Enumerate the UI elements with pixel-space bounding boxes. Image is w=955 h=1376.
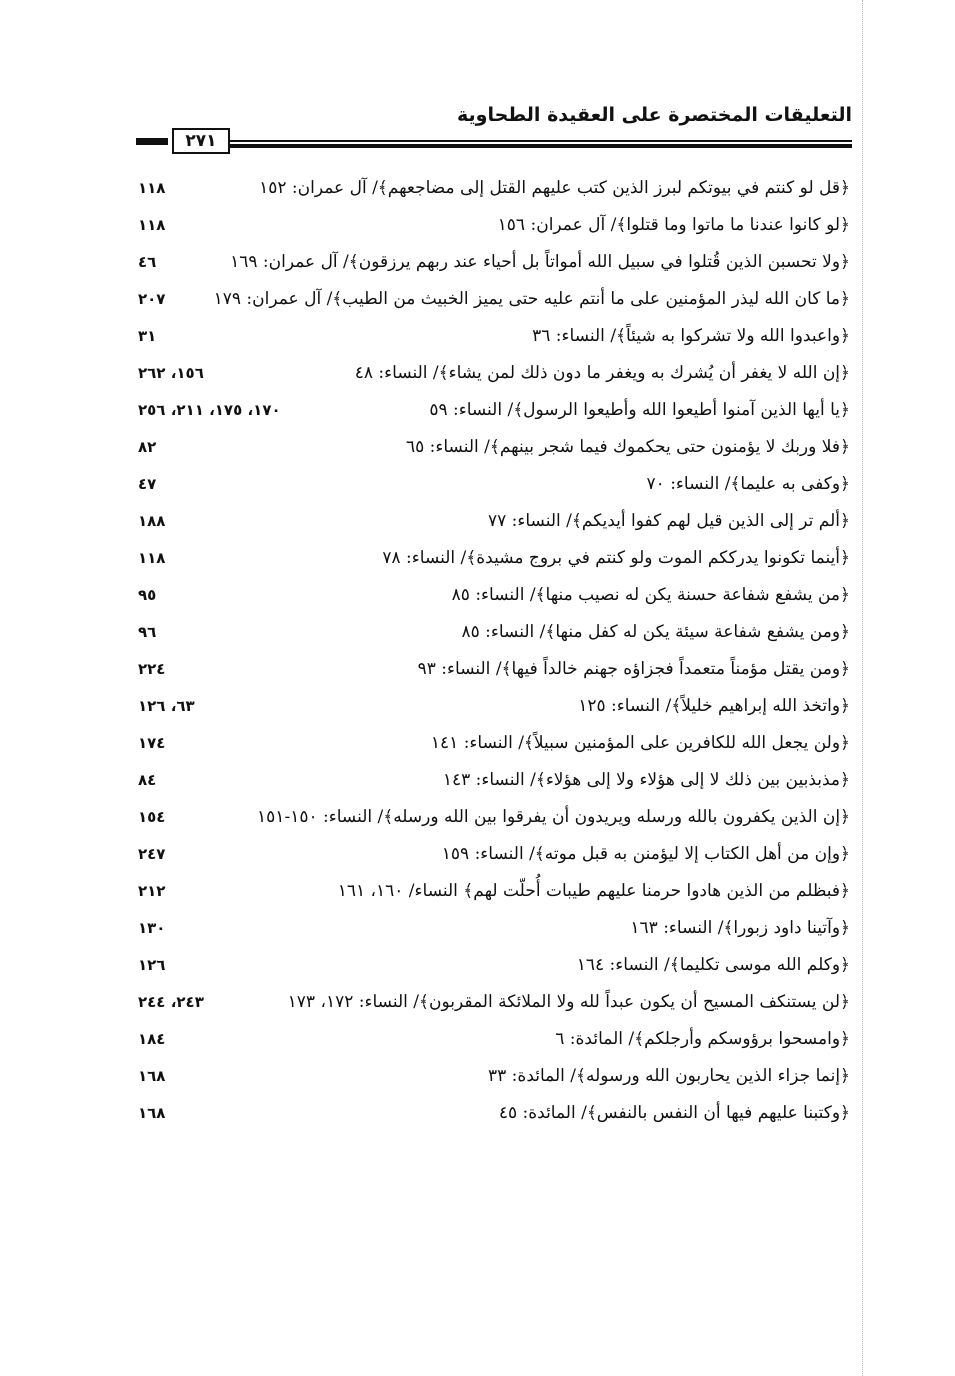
index-entry (138, 614, 850, 651)
page-number: ٢٧١ (172, 128, 230, 154)
verse-reference: ﴿فبظلم من الذين هادوا حرمنا عليهم طيبات أُحلّت لهم﴾ النساء/ ١٦٠، ١٦١ (337, 881, 850, 901)
verse-reference: ﴿وآتينا داود زبورا﴾/ النساء: ١٦٣ (630, 918, 850, 938)
index-entry (138, 318, 850, 355)
page-references: ٩٥ (138, 586, 157, 604)
index-entry (138, 503, 850, 540)
verse-reference: ﴿ولا تحسبن الذين قُتلوا في سبيل الله أمواتاً بل أحياء عند ربهم يرزقون﴾/ آل عمران: ١٦٩ (230, 252, 850, 272)
index-entry (138, 910, 850, 947)
verse-reference: ﴿فلا وربك لا يؤمنون حتى يحكموك فيما شجر بينهم﴾/ النساء: ٦٥ (405, 437, 850, 457)
index-entry (138, 762, 850, 799)
page-references: ٢١٢ (138, 882, 166, 900)
index-entry (138, 1095, 850, 1132)
page-references: ١٥٦، ٢٦٢ (138, 364, 204, 382)
page-references: ١٨٨ (138, 512, 166, 530)
index-entry (138, 725, 850, 762)
index-entry (138, 688, 850, 725)
index-entry (138, 651, 850, 688)
book-title: التعليقات المختصرة على العقيدة الطحاوية (457, 104, 852, 126)
page-references: ١٥٤ (138, 808, 166, 826)
page-references: ١٧٤ (138, 734, 166, 752)
verse-index-list (138, 170, 850, 1132)
header-rule (230, 140, 852, 142)
verse-reference: ﴿لن يستنكف المسيح أن يكون عبداً لله ولا الملائكة المقربون﴾/ النساء: ١٧٢، ١٧٣ (287, 992, 850, 1012)
verse-reference: ﴿لو كانوا عندنا ما ماتوا وما قتلوا﴾/ آل عمران: ١٥٦ (497, 215, 850, 235)
index-entry (138, 873, 850, 910)
header-rule-thick (230, 144, 852, 148)
page-references: ٦٣، ١٢٦ (138, 697, 195, 715)
verse-reference: ﴿ومن يقتل مؤمناً متعمداً فجزاؤه جهنم خالداً فيها﴾/ النساء: ٩٣ (417, 659, 850, 679)
index-entry (138, 799, 850, 836)
index-entry (138, 281, 850, 318)
verse-reference: ﴿إن الذين يكفرون بالله ورسله ويريدون أن يفرقوا بين الله ورسله﴾/ النساء: ١٥٠-١٥١ (257, 807, 850, 827)
index-entry (138, 429, 850, 466)
page-references: ٢٤٧ (138, 845, 166, 863)
index-entry (138, 836, 850, 873)
verse-reference: ﴿وامسحوا برؤوسكم وأرجلكم﴾/ المائدة: ٦ (555, 1029, 850, 1049)
page-header (130, 100, 852, 152)
index-entry (138, 170, 850, 207)
verse-reference: ﴿قل لو كنتم في بيوتكم لبرز الذين كتب عليهم القتل إلى مضاجعهم﴾/ آل عمران: ١٥٢ (259, 178, 850, 198)
page-references: ١١٨ (138, 179, 166, 197)
index-entry (138, 984, 850, 1021)
index-entry (138, 540, 850, 577)
page-references: ٨٢ (138, 438, 157, 456)
verse-reference: ﴿وكتبنا عليهم فيها أن النفس بالنفس﴾/ المائدة: ٤٥ (498, 1103, 850, 1123)
page-references: ١٦٨ (138, 1067, 166, 1085)
verse-reference: ﴿ومن يشفع شفاعة سيئة يكن له كفل منها﴾/ النساء: ٨٥ (461, 622, 850, 642)
page-references: ٢٠٧ (138, 290, 166, 308)
index-entry (138, 466, 850, 503)
verse-reference: ﴿مذبذبين بين ذلك لا إلى هؤلاء ولا إلى هؤلاء﴾/ النساء: ١٤٣ (442, 770, 850, 790)
verse-reference: ﴿واعبدوا الله ولا تشركوا به شيئاً﴾/ النساء: ٣٦ (532, 326, 850, 346)
index-entry (138, 1021, 850, 1058)
page-references: ٤٦ (138, 253, 157, 271)
page-references: ١٣٠ (138, 919, 166, 937)
index-entry (138, 577, 850, 614)
verse-reference: ﴿ألم تر إلى الذين قيل لهم كفوا أيديكم﴾/ النساء: ٧٧ (487, 511, 850, 531)
verse-reference: ﴿واتخذ الله إبراهيم خليلاً﴾/ النساء: ١٢٥ (578, 696, 850, 716)
verse-reference: ﴿وإن من أهل الكتاب إلا ليؤمنن به قبل موته﴾/ النساء: ١٥٩ (441, 844, 850, 864)
page-references: ١٦٨ (138, 1104, 166, 1122)
index-entry (138, 355, 850, 392)
page-references: ١١٨ (138, 549, 166, 567)
verse-reference: ﴿من يشفع شفاعة حسنة يكن له نصيب منها﴾/ النساء: ٨٥ (451, 585, 850, 605)
verse-reference: ﴿يا أيها الذين آمنوا أطيعوا الله وأطيعوا الرسول﴾/ النساء: ٥٩ (429, 400, 850, 420)
page-references: ١١٨ (138, 216, 166, 234)
index-entry (138, 244, 850, 281)
verse-reference: ﴿وكفى به عليما﴾/ النساء: ٧٠ (646, 474, 850, 494)
page-references: ٨٤ (138, 771, 157, 789)
margin-edge-line (862, 0, 863, 1376)
page-references: ١٧٠، ١٧٥، ٢١١، ٢٥٦ (138, 401, 281, 419)
verse-reference: ﴿إن الله لا يغفر أن يُشرك به ويغفر ما دون ذلك لمن يشاء﴾/ النساء: ٤٨ (354, 363, 850, 383)
index-entry (138, 207, 850, 244)
page-references: ١٨٤ (138, 1030, 166, 1048)
page-references: ٢٤٣، ٢٤٤ (138, 993, 204, 1011)
index-entry (138, 392, 850, 429)
page-references: ١٢٦ (138, 956, 166, 974)
verse-reference: ﴿ولن يجعل الله للكافرين على المؤمنين سبيلاً﴾/ النساء: ١٤١ (430, 733, 850, 753)
page-references: ٤٧ (138, 475, 157, 493)
verse-reference: ﴿وكلم الله موسى تكليما﴾/ النساء: ١٦٤ (576, 955, 850, 975)
page-references: ٩٦ (138, 623, 157, 641)
index-entry (138, 1058, 850, 1095)
page-references: ٣١ (138, 327, 157, 345)
page-references: ٢٢٤ (138, 660, 166, 678)
header-dash-mark (136, 138, 168, 145)
verse-reference: ﴿أينما تكونوا يدرككم الموت ولو كنتم في بروج مشيدة﴾/ النساء: ٧٨ (382, 548, 850, 568)
verse-reference: ﴿ما كان الله ليذر المؤمنين على ما أنتم عليه حتى يميز الخبيث من الطيب﴾/ آل عمران: ١٧٩ (213, 289, 850, 309)
verse-reference: ﴿إنما جزاء الذين يحاربون الله ورسوله﴾/ المائدة: ٣٣ (488, 1066, 850, 1086)
index-entry (138, 947, 850, 984)
